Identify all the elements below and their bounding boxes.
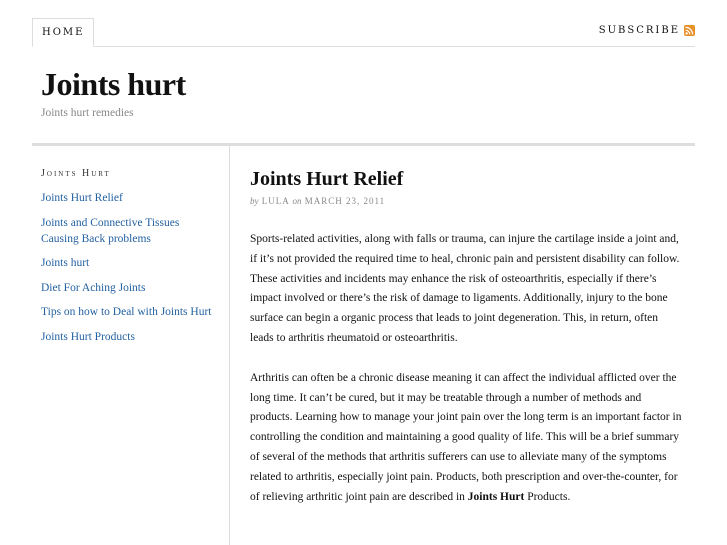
- post-title[interactable]: Joints Hurt Relief: [250, 168, 404, 190]
- sidebar-item-connective-tissues[interactable]: Joints and Connective Tissues Causing Back problems: [41, 216, 180, 245]
- top-navigation: [32, 18, 695, 47]
- nav-home-tab[interactable]: HOME: [32, 18, 94, 47]
- site-description: Joints hurt remedies: [41, 107, 134, 119]
- paragraph-2-end: Products.: [524, 490, 571, 503]
- post-body: [250, 230, 684, 527]
- post-byline: [250, 196, 385, 206]
- byline-on: on: [292, 196, 302, 206]
- post-date: MARCH 23, 2011: [304, 196, 386, 206]
- author-link[interactable]: LULA: [261, 196, 290, 206]
- sidebar-item-diet-aching-joints[interactable]: Diet For Aching Joints: [41, 281, 146, 294]
- sidebar-item-joints-hurt[interactable]: Joints hurt: [41, 257, 90, 269]
- sidebar-list: [41, 190, 216, 353]
- sidebar: [32, 146, 230, 545]
- site-title[interactable]: Joints hurt: [41, 66, 186, 102]
- rss-icon: [684, 25, 695, 36]
- post-paragraph-1: Sports-related activities, along with falls or trauma, can injure the cartilage inside a joint and, if it’s not provided the required time to heal, chronic pain and persistent disability can follow. These activities and incidents may enhance the risk of osteoarthritis, especially if there’s impact involved or there’s the risk of damage to ligaments. Additionally, injury to the bone surface can begin a organic process that leads to joint degeneration. This, in return, often leads to arthritis rheumatoid or osteoarthritis.: [250, 233, 680, 344]
- subscribe-label: SUBSCRIBE: [598, 25, 680, 36]
- post-paragraph-2: [250, 369, 684, 508]
- paragraph-2-bold: Joints Hurt: [467, 490, 525, 503]
- subscribe-link[interactable]: [599, 25, 695, 36]
- sidebar-item-tips[interactable]: Tips on how to Deal with Joints Hurt: [41, 306, 212, 318]
- paragraph-2-text: Arthritis can often be a chronic disease meaning it can affect the individual afflicted over the long time. It can’t be cured, but it may be treatable through a number of methods and products. Learning how to manage your joint pain over the long term is an important factor in controlling the condition and maintaining a good quality of life. This will be a brief summary of several of the methods that arthritis sufferers can use to alleviate many of the symptoms related to arthritis, especially joint pain. Products, both prescription and over-the-counter, for of relieving arthritic joint pain are described in: [250, 371, 682, 503]
- byline-by: by: [250, 196, 259, 206]
- sidebar-item-joints-hurt-relief[interactable]: Joints Hurt Relief: [41, 192, 123, 204]
- sidebar-item-products[interactable]: Joints Hurt Products: [41, 330, 135, 343]
- sidebar-heading: Joints Hurt: [41, 168, 111, 179]
